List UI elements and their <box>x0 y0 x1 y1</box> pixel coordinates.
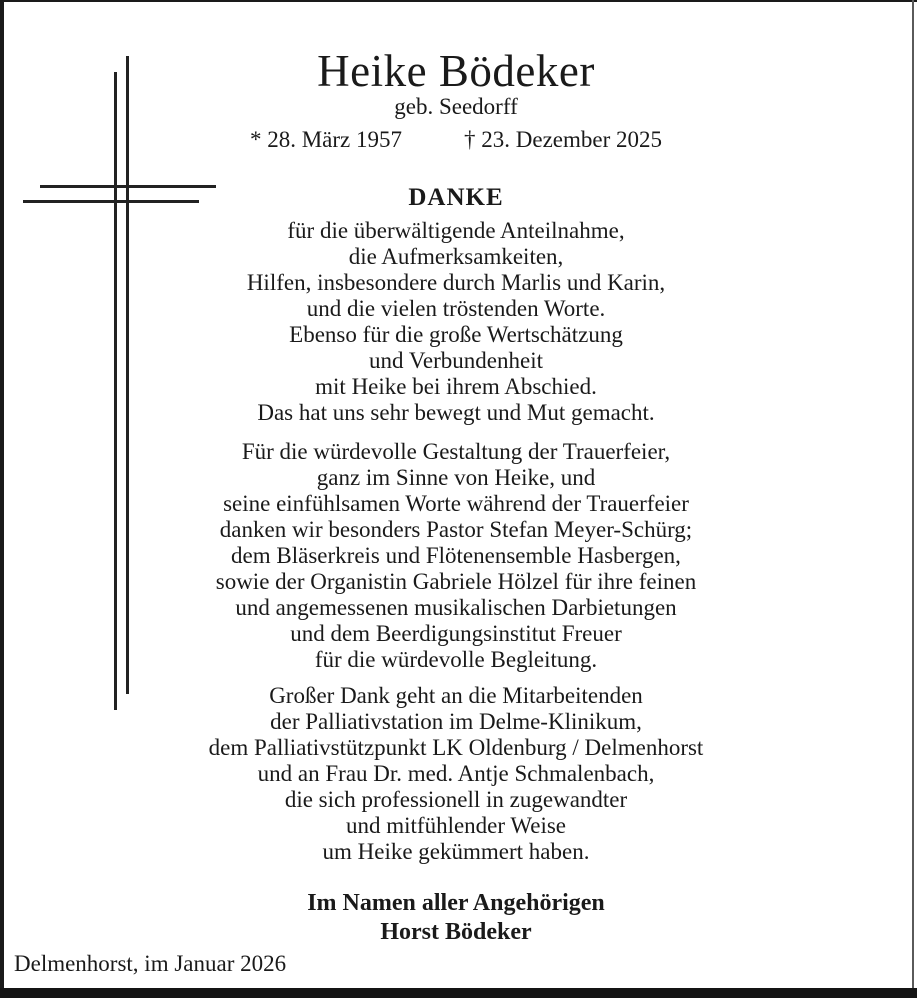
text-line: sowie der Organistin Gabriele Hölzel für ihre feinen <box>215 569 697 594</box>
text-line: dem Palliativstützpunkt LK Oldenburg / Delmenhorst <box>208 735 704 760</box>
text-line: der Palliativstation im Delme-Klinikum, <box>270 709 642 734</box>
text-line: Das hat uns sehr bewegt und Mut gemacht. <box>257 400 655 425</box>
deceased-name: Heike Bödeker <box>317 46 595 96</box>
text-line: um Heike gekümmert haben. <box>322 839 590 864</box>
text-line: Hilfen, insbesondere durch Marlis und Karin, <box>246 270 666 295</box>
text-line: und dem Beerdigungsinstitut Freuer <box>290 621 622 646</box>
frame-border-top <box>2 0 917 2</box>
text-line: und Verbundenheit <box>369 348 543 373</box>
text-line: danken wir besonders Pastor Stefan Meyer-Schürg; <box>219 517 693 542</box>
paragraph-thanks-care <box>0 683 912 865</box>
text-line: Horst Bödeker <box>380 919 532 945</box>
life-dates <box>0 126 912 154</box>
birth-date: * 28. März 1957 <box>249 127 403 152</box>
frame-border-bottom <box>0 988 917 998</box>
paragraph-thanks-general <box>0 218 912 426</box>
text-line: für die überwältigende Anteilnahme, <box>287 218 625 243</box>
text-line: für die würdevolle Begleitung. <box>314 647 598 672</box>
thanks-heading: DANKE <box>408 184 504 211</box>
text-line: und mitfühlender Weise <box>345 813 566 838</box>
text-line: Großer Dank geht an die Mitarbeitenden <box>269 683 643 708</box>
text-line: Für die würdevolle Gestaltung der Trauerfeier, <box>241 439 671 464</box>
notice-body <box>0 48 912 947</box>
text-line: und an Frau Dr. med. Antje Schmalenbach, <box>257 761 655 786</box>
text-line: und die vielen tröstenden Worte. <box>306 296 606 321</box>
death-date: † 23. Dezember 2025 <box>464 127 663 152</box>
text-line: Ebenso für die große Wertschätzung <box>289 322 623 347</box>
maiden-name: geb. Seedorff <box>394 94 518 119</box>
text-line: seine einfühlsamen Worte während der Trauerfeier <box>223 491 689 516</box>
text-line: Im Namen aller Angehörigen <box>307 890 605 916</box>
text-line: dem Bläserkreis und Flötenensemble Hasbergen, <box>231 543 681 568</box>
text-line: ganz im Sinne von Heike, und <box>316 465 596 490</box>
text-line: und angemessenen musikalischen Darbietungen <box>235 595 677 620</box>
paragraph-thanks-ceremony <box>0 439 912 673</box>
frame-border-right <box>912 0 914 992</box>
text-line: die Aufmerksamkeiten, <box>348 244 564 269</box>
text-line: mit Heike bei ihrem Abschied. <box>315 374 597 399</box>
signoff <box>0 889 912 947</box>
text-line: die sich professionell in zugewandter <box>284 787 628 812</box>
dateline: Delmenhorst, im Januar 2026 <box>14 951 287 976</box>
